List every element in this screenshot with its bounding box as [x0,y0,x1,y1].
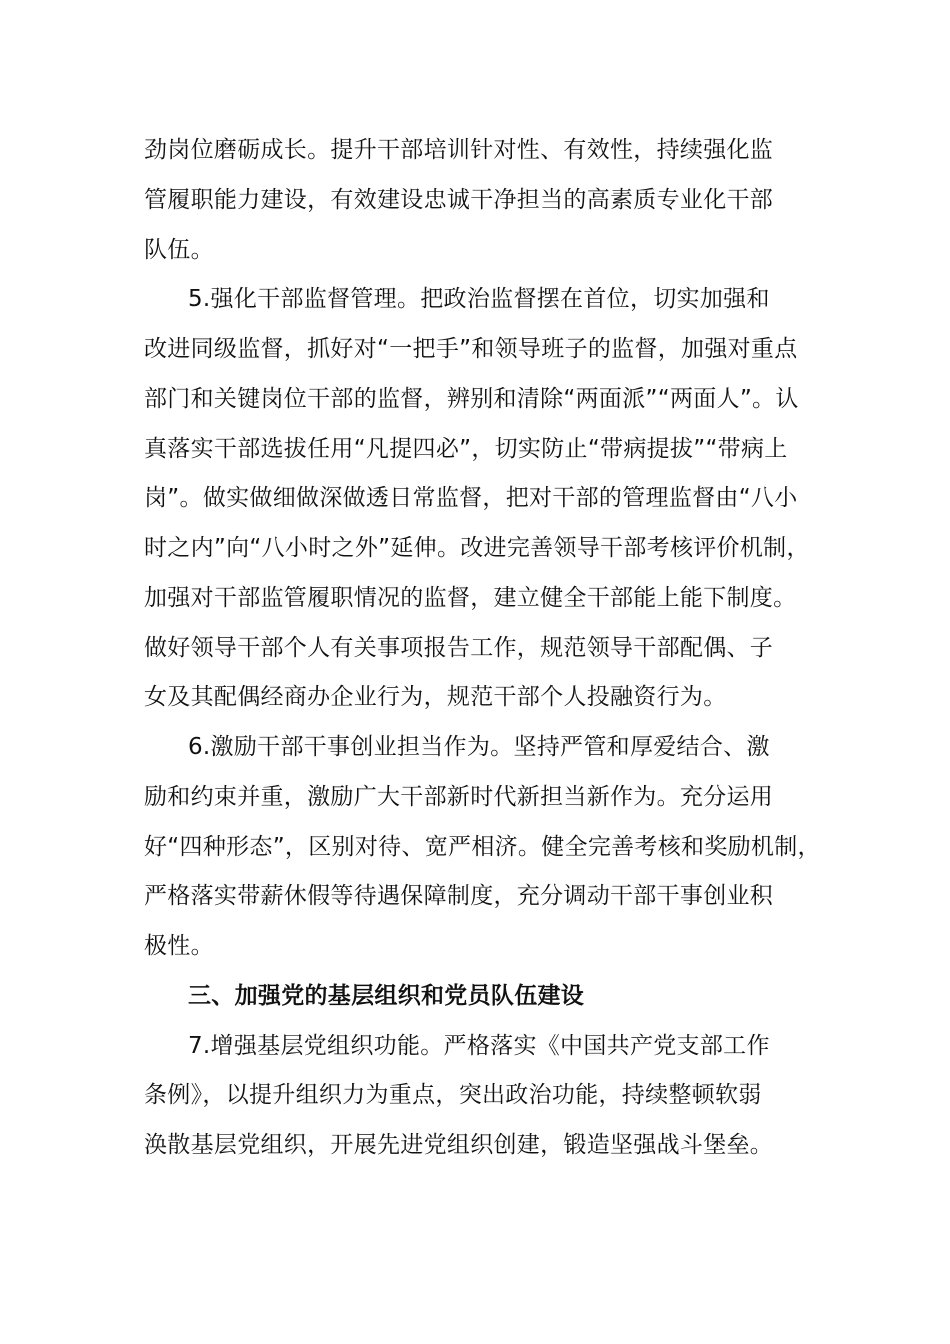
text-line: 队伍。 [144,237,214,263]
section-heading: 三、加强党的基层组织和党员队伍建设 [188,983,585,1009]
text-line: 极性。 [144,933,214,959]
text-line: 时之内”向“八小时之外”延伸。改进完善领导干部考核评价机制， [144,535,810,561]
paragraph-start-line: 5.强化干部监督管理。把政治监督摆在首位，切实加强和 [188,286,770,312]
text-line: 改进同级监督，抓好对“一把手”和领导班子的监督，加强对重点 [144,336,798,362]
paragraph-start-line: 7.增强基层党组织功能。严格落实《中国共产党支部工作 [188,1033,770,1059]
text-line: 女及其配偶经商办企业行为，规范干部个人投融资行为。 [144,684,727,710]
text-line: 励和约束并重，激励广大干部新时代新担当新作为。充分运用 [144,784,774,810]
text-line: 岗”。做实做细做深做透日常监督，把对干部的管理监督由“八小 [144,485,798,511]
text-line: 好“四种形态”，区别对待、宽严相济。健全完善考核和奖励机制， [144,834,821,860]
text-line: 部门和关键岗位干部的监督，辨别和清除“两面派”“两面人”。认 [144,386,799,412]
text-line: 涣散基层党组织，开展先进党组织创建，锻造坚强战斗堡垒。 [144,1132,774,1158]
text-line: 严格落实带薪休假等待遇保障制度，充分调动干部干事创业积 [144,883,774,909]
text-line: 条例》，以提升组织力为重点，突出政治功能，持续整顿软弱 [144,1082,762,1108]
text-line: 加强对干部监管履职情况的监督，建立健全干部能上能下制度。 [144,585,797,611]
text-line: 做好领导干部个人有关事项报告工作，规范领导干部配偶、子 [144,635,774,661]
paragraph-start-line: 6.激励干部干事创业担当作为。坚持严管和厚爱结合、激 [188,734,770,760]
text-line: 真落实干部选拔任用“凡提四必”，切实防止“带病提拔”“带病上 [144,436,788,462]
text-line: 劲岗位磨砺成长。提升干部培训针对性、有效性，持续强化监 [144,137,774,163]
text-line: 管履职能力建设，有效建设忠诚干净担当的高素质专业化干部 [144,187,774,213]
